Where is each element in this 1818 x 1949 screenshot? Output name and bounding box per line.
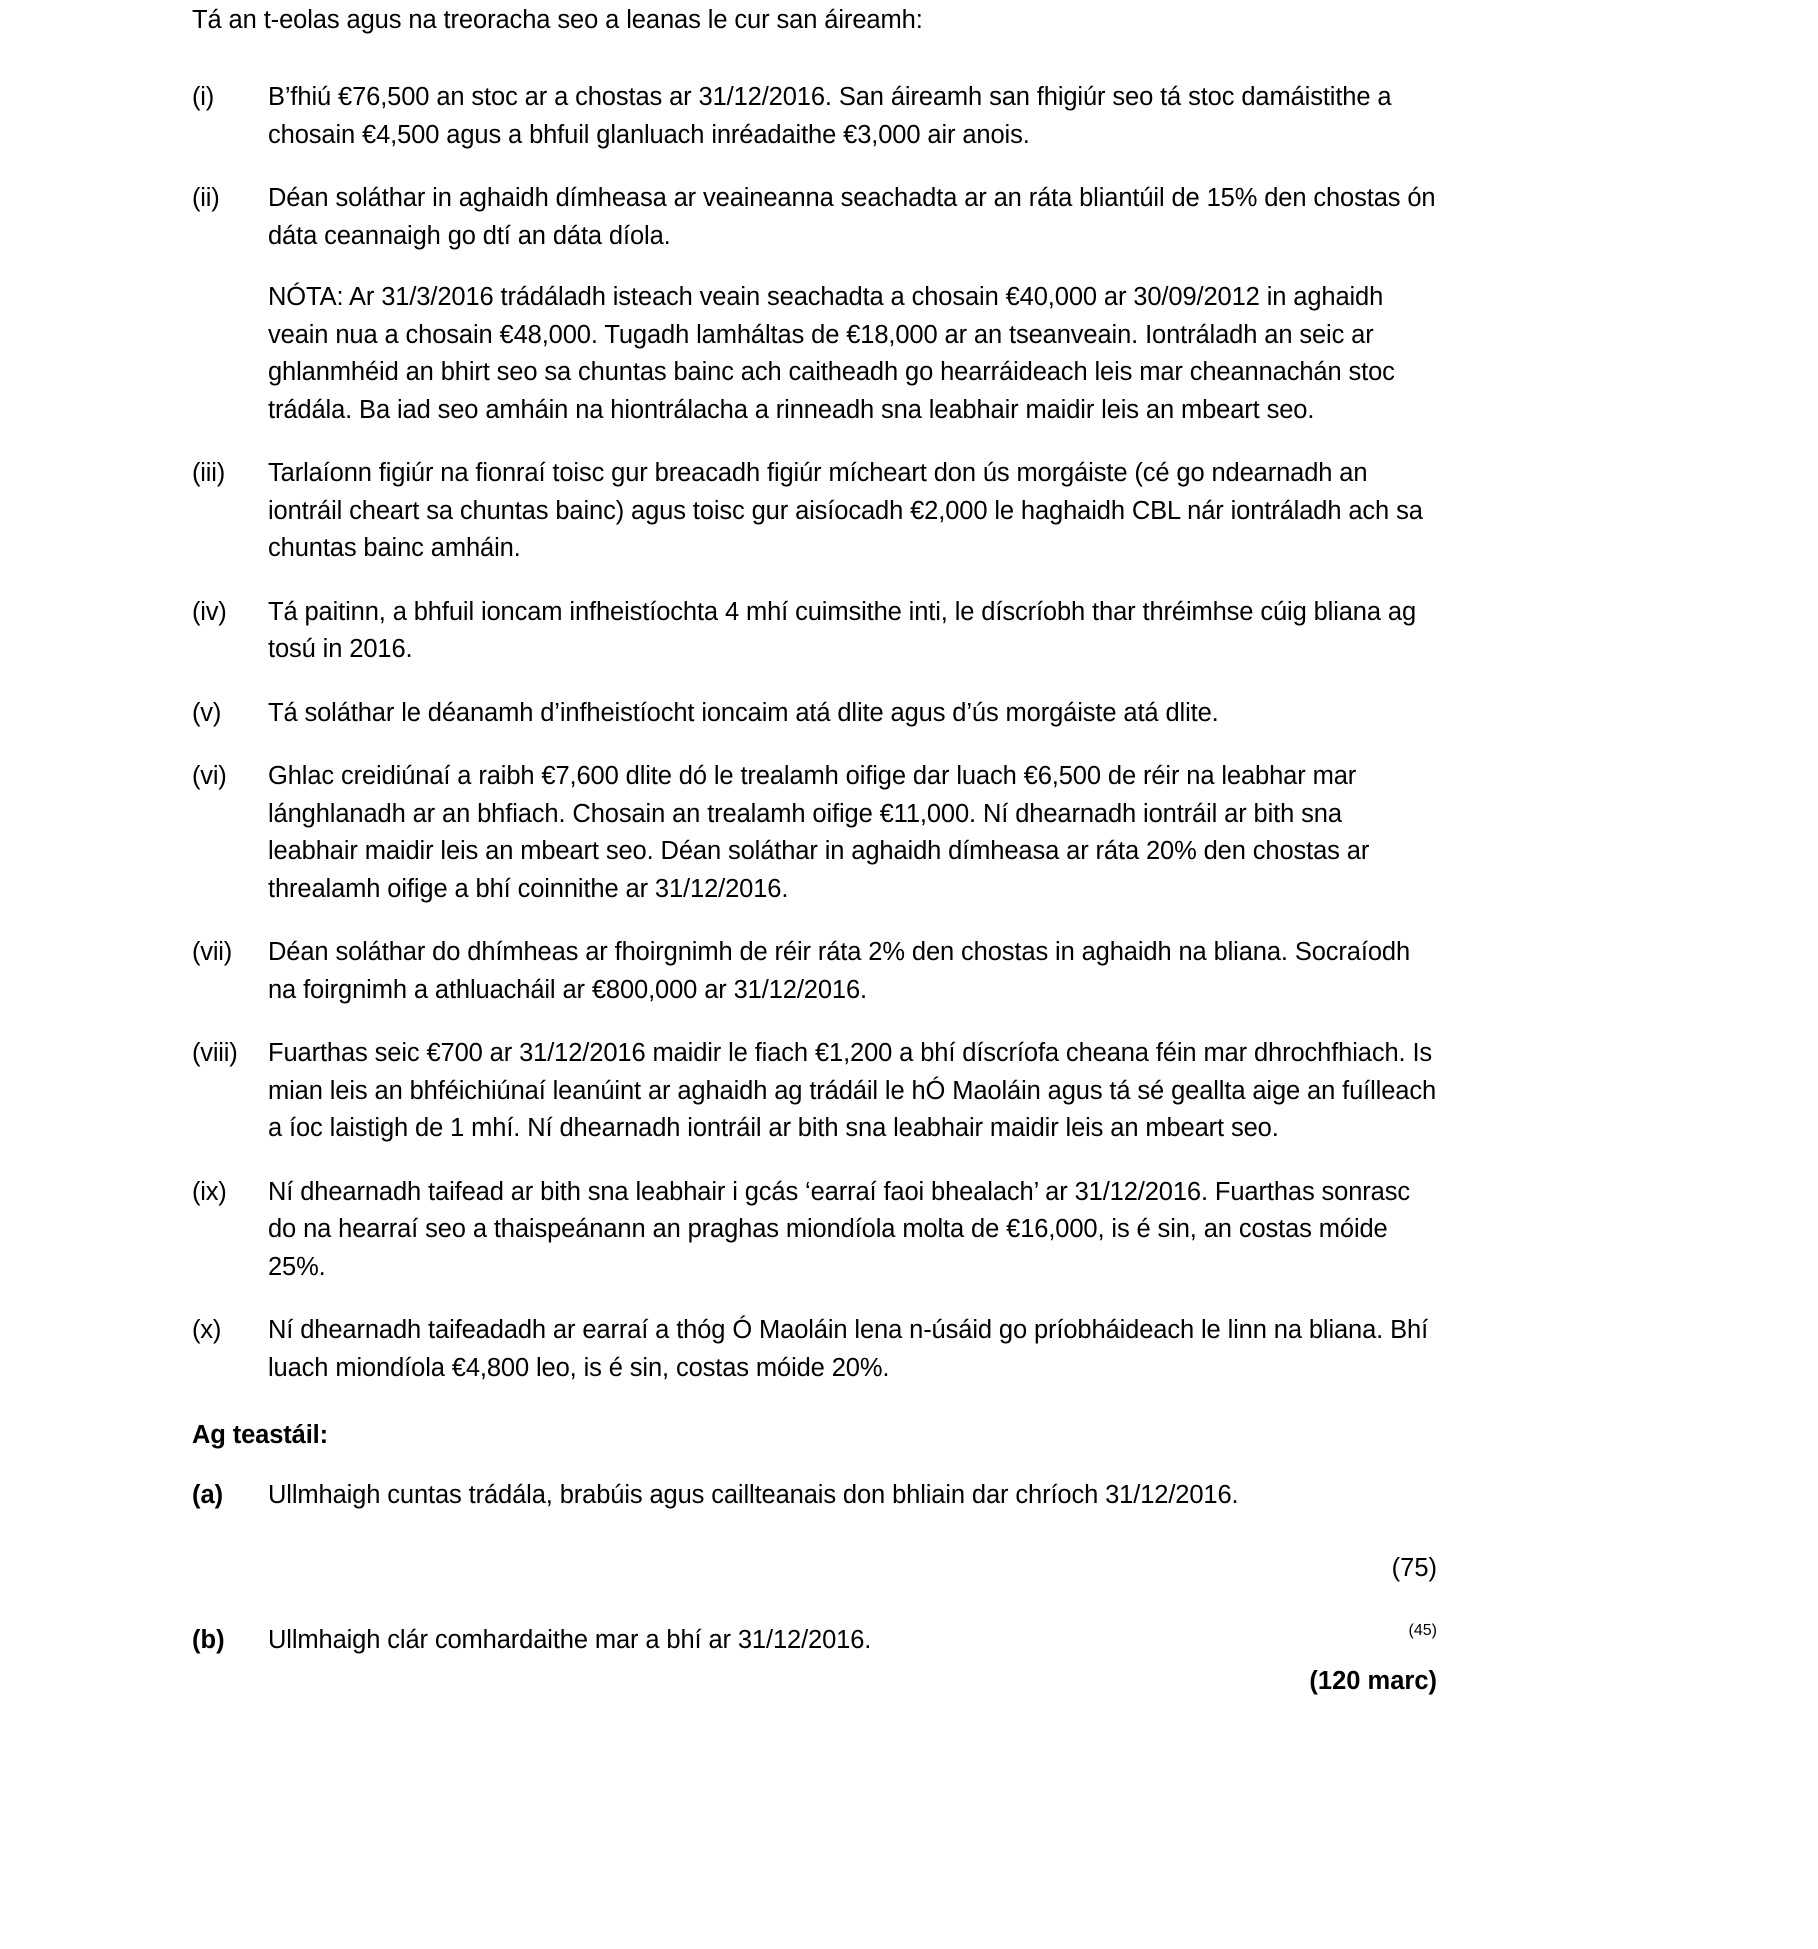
item-note: NÓTA: Ar 31/3/2016 trádáladh isteach veain seachadta a chosain €40,000 ar 30/09/2012 in aghaidh veain nua a chosain €48,000. Tugadh lamháltas de €18,000 ar an tseanveain. Iontráladh an seic ar ghlanmhéid an bhirt seo sa chuntas bainc ach caitheadh go hearráideach leis mar cheannachán stoc trádála. Ba iad seo amháin na hiontrálacha a rinneadh sna leabhair maidir leis an mbeart seo. bbox=[268, 283, 1395, 424]
item-text: Tarlaíonn figiúr na fionraí toisc gur breacadh figiúr mícheart don ús morgáiste (cé go ndearnadh an iontráil cheart sa chuntas bainc) agus toisc gur aisíocadh €2,000 le haghaidh CBL nár iontráladh ach sa chuntas bainc amháin. bbox=[268, 459, 1423, 563]
item-text: Fuarthas seic €700 ar 31/12/2016 maidir le fiach €1,200 a bhí díscríofa cheana féin mar dhrochfhiach. Is mian leis an bhféichiúnaí leanúint ar aghaidh ag trádáil le hÓ Maoláin agus tá sé geallta aige an fuílleach a íoc laistigh de 1 mhí. Ní dhearnadh iontráil ar bith sna leabhair maidir leis an mbeart seo. bbox=[268, 1039, 1437, 1143]
requirement-item bbox=[192, 1477, 1437, 1514]
requirement-marker: (a) bbox=[192, 1480, 224, 1509]
item-marker: (iv) bbox=[192, 597, 227, 626]
list-item bbox=[192, 1312, 1437, 1387]
item-marker: (vi) bbox=[192, 762, 227, 791]
marks-b: (45) bbox=[1408, 1621, 1437, 1639]
item-marker: (i) bbox=[192, 83, 215, 112]
item-marker: (x) bbox=[192, 1316, 222, 1345]
list-item bbox=[192, 1035, 1437, 1147]
item-text: Déan soláthar do dhímheas ar fhoirgnimh de réir ráta 2% den chostas in aghaidh na bliana. Socraíodh na foirgnimh a athluacháil ar €800,000 ar 31/12/2016. bbox=[268, 938, 1411, 1004]
requirement-item bbox=[192, 1622, 1437, 1659]
item-marker: (ix) bbox=[192, 1177, 227, 1206]
item-text: Ghlac creidiúnaí a raibh €7,600 dlite dó le trealamh oifige dar luach €6,500 de réir na leabhar mar lánghlanadh ar an bhfiach. Chosain an trealamh oifige €11,000. Ní dhearnadh iontráil ar bith sna leabhair maidir leis an mbeart seo. Déan soláthar in aghaidh dímheasa ar ráta 20% den chostas ar threalamh oifige a bhí coinnithe ar 31/12/2016. bbox=[268, 762, 1370, 903]
list-item bbox=[192, 695, 1437, 732]
item-text: Tá paitinn, a bhfuil ioncam infheistíochta 4 mhí cuimsithe inti, le díscríobh thar thréimhse cúig bliana ag tosú in 2016. bbox=[268, 597, 1417, 664]
requirement-text: Ullmhaigh clár comhardaithe mar a bhí ar 31/12/2016. bbox=[268, 1625, 872, 1654]
page-content bbox=[192, 0, 1437, 1700]
requirement-marker: (b) bbox=[192, 1625, 225, 1654]
item-text: B’fhiú €76,500 an stoc ar a chostas ar 31/12/2016. San áireamh san fhigiúr seo tá stoc damáistithe a chosain €4,500 agus a bhfuil glanluach inréadaithe €3,000 air anois. bbox=[268, 83, 1392, 149]
requirement-text: Ullmhaigh cuntas trádála, brabúis agus caillteanais don bhliain dar chríoch 31/12/2016. bbox=[268, 1480, 1239, 1509]
list-item bbox=[192, 455, 1437, 567]
item-marker: (viii) bbox=[192, 1039, 238, 1068]
list-item bbox=[192, 758, 1437, 908]
item-text: Ní dhearnadh taifead ar bith sna leabhair i gcás ‘earraí faoi bhealach’ ar 31/12/2016. Fuarthas sonrasc do na hearraí seo a thaispeánann an praghas miondíola molta de €16,000, is é sin, an costas móide 25%. bbox=[268, 1177, 1411, 1281]
intro-paragraph: Tá an t-eolas agus na treoracha seo a leanas le cur san áireamh: bbox=[192, 6, 923, 34]
list-item bbox=[192, 180, 1437, 255]
list-item bbox=[192, 1174, 1437, 1286]
list-item bbox=[192, 594, 1437, 669]
item-marker: (vii) bbox=[192, 938, 233, 967]
requirements-heading: Ag teastáil: bbox=[192, 1421, 329, 1450]
item-marker: (ii) bbox=[192, 184, 220, 213]
item-marker: (iii) bbox=[192, 459, 225, 488]
item-text: Déan soláthar in aghaidh dímheasa ar veaineanna seachadta ar an ráta bliantúil de 15% den chostas ón dáta ceannaigh go dtí an dáta díola. bbox=[268, 184, 1436, 250]
list-item bbox=[192, 79, 1437, 154]
item-text: Tá soláthar le déanamh d’infheistíocht ioncaim atá dlite agus d’ús morgáiste atá dlite. bbox=[268, 698, 1219, 727]
total-marks: (120 marc) bbox=[1309, 1666, 1437, 1695]
item-text: Ní dhearnadh taifeadadh ar earraí a thóg Ó Maoláin lena n-úsáid go príobháideach le linn na bliana. Bhí luach miondíola €4,800 leo, is é sin, costas móide 20%. bbox=[268, 1316, 1429, 1382]
item-marker: (v) bbox=[192, 698, 222, 727]
marks-a: (75) bbox=[1391, 1554, 1437, 1583]
list-item bbox=[192, 934, 1437, 1009]
